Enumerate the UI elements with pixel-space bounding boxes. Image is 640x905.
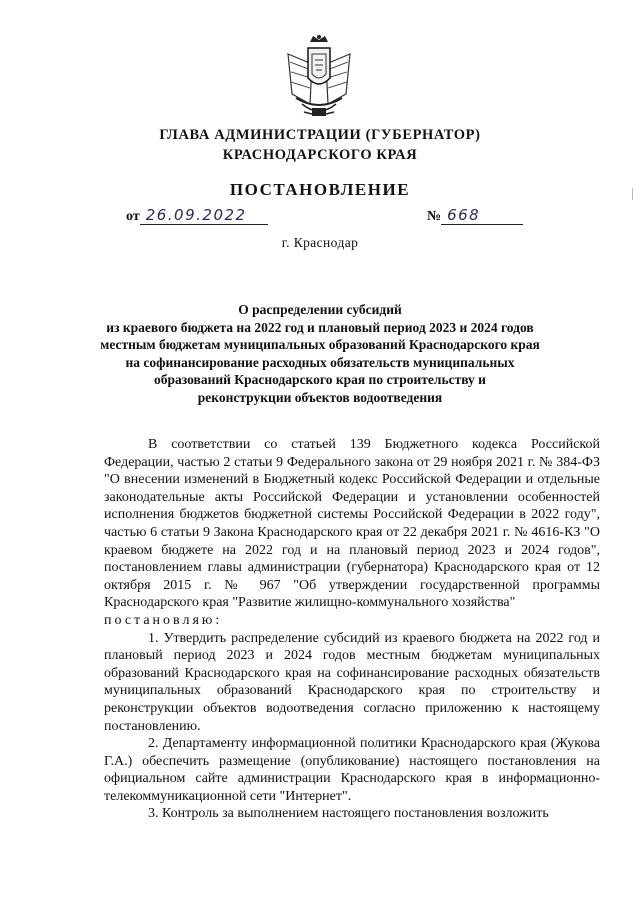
resolve-word bbox=[104, 612, 600, 630]
document-number bbox=[427, 206, 523, 225]
document-type-heading: ПОСТАНОВЛЕНИЕ bbox=[229, 180, 411, 199]
subject-line: О распределении субсидий bbox=[238, 302, 402, 317]
clause-1: 1. Утвердить распределение субсидий из краевого бюджета на 2022 год и плановый период 2023 и 2024 годов местным бюджетам муниципальных образований Краснодарского края на софинансирование расходных обязательств муниципальных образований Краснодарского края по строительству и реконструкции объектов водоотведения согласно приложению к настоящему постановлению. bbox=[104, 630, 600, 734]
document-date bbox=[126, 206, 268, 225]
date-prefix: от bbox=[126, 209, 140, 224]
date-value: 26.09.2022 bbox=[140, 206, 268, 225]
clause-3: 3. Контроль за выполнением настоящего постановления возложить bbox=[148, 806, 549, 822]
number-prefix: № bbox=[427, 209, 442, 224]
document-subject bbox=[60, 301, 580, 406]
subject-line: образований Краснодарского края по строительству и bbox=[154, 372, 486, 387]
subject-line: местным бюджетам муниципальных образований Краснодарского края bbox=[100, 337, 540, 352]
preamble-paragraph: В соответствии со статьей 139 Бюджетного кодекса Российской Федерации, частью 2 статьи 9 Федерального закона от 29 ноября 2021 г. № 384-ФЗ "О внесении изменений в Бюджетный кодекс Российской Федерации и отдельные законодательные акты Российской Федерации и установлении особенностей исполнения бюджетов бюджетной системы Российской Федерации в 2022 году", частью 6 статьи 9 Закона Краснодарского края от 22 декабря 2021 г. № 4616-КЗ "О краевом бюджете на 2022 год и на плановый период 2023 и 2024 годов", постановлением главы администрации (губернатора) Краснодарского края от 12 октября 2015 г. № 967 "Об утверждении государственной программы Краснодарского края "Развитие жилищно-коммунального хозяйства" bbox=[104, 437, 600, 611]
subject-line: из краевого бюджета на 2022 год и плановый период 2023 и 2024 годов bbox=[106, 319, 534, 335]
resolve-word-text: постановляю: bbox=[104, 612, 223, 628]
number-value: 668 bbox=[441, 206, 523, 225]
issue-city: г. Краснодар bbox=[281, 235, 359, 250]
subject-line: на софинансирование расходных обязательств муниципальных bbox=[125, 354, 515, 370]
scan-edge-mark bbox=[632, 188, 633, 200]
clause-2: 2. Департаменту информационной политики Краснодарского края (Жукова Г.А.) обеспечить размещение (опубликование) настоящего постановления на официальном сайте администрации Краснодарского края в информационно-телекоммуникационной сети "Интернет". bbox=[104, 736, 600, 804]
coat-of-arms-emblem bbox=[282, 34, 356, 122]
subject-line: реконструкции объектов водоотведения bbox=[197, 389, 443, 405]
issuer-title-line-1: ГЛАВА АДМИНИСТРАЦИИ (ГУБЕРНАТОР) bbox=[159, 127, 481, 143]
issuer-title-line-2: КРАСНОДАРСКОГО КРАЯ bbox=[222, 147, 418, 163]
document-body bbox=[104, 436, 600, 823]
